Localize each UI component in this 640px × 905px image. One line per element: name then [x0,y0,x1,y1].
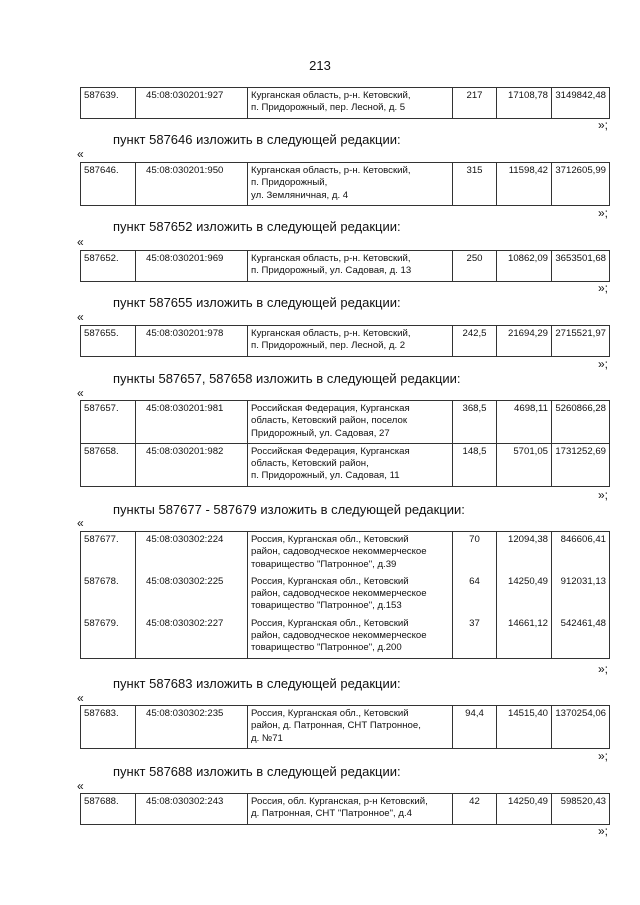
row-number: 587683. [81,706,136,749]
open-quote: « [77,310,84,324]
amendment-instruction: пункты 587677 - 587679 изложить в следующей редакции: [113,502,465,517]
table-row [81,251,610,282]
address-cell: Российская Федерация, Курганская область, Кетовский район, поселок Придорожный, ул. Садовая, 27 [248,401,453,444]
registry-table [80,705,610,749]
area-cell: 315 [453,163,497,206]
area-cell: 70 [453,532,497,574]
area-cell: 37 [453,616,497,658]
price-cell: 12094,38 [497,532,552,574]
value-cell: 912031,13 [552,574,610,616]
close-quote: »; [598,749,609,763]
open-quote: « [77,386,84,400]
cadastral-number: 45:08:030201:969 [136,251,248,282]
open-quote: « [77,235,84,249]
table-row [81,401,610,444]
price-cell: 4698,11 [497,401,552,444]
row-number: 587678. [81,574,136,616]
close-quote: »; [598,118,609,132]
row-number: 587677. [81,532,136,574]
table-row [81,163,610,206]
value-cell: 3149842,48 [552,88,610,119]
registry-table [80,531,610,659]
price-cell: 14515,40 [497,706,552,749]
amendment-instruction: пункты 587657, 587658 изложить в следующей редакции: [113,371,461,386]
table-row [81,88,610,119]
table-row [81,574,610,616]
address-cell: Курганская область, р-н. Кетовский, п. Придорожный, пер. Лесной, д. 2 [248,326,453,357]
area-cell: 42 [453,794,497,825]
amendment-instruction: пункт 587652 изложить в следующей редакции: [113,219,401,234]
value-cell: 542461,48 [552,616,610,658]
value-cell: 1370254,06 [552,706,610,749]
address-cell: Курганская область, р-н. Кетовский, п. Придорожный, пер. Лесной, д. 5 [248,88,453,119]
address-cell: Россия, Курганская обл., Кетовский район, садоводческое некоммерческое товарищество "Патронное", д.153 [248,574,453,616]
amendment-instruction: пункт 587683 изложить в следующей редакции: [113,676,401,691]
area-cell: 64 [453,574,497,616]
price-cell: 14250,49 [497,574,552,616]
cadastral-number: 45:08:030201:927 [136,88,248,119]
price-cell: 21694,29 [497,326,552,357]
open-quote: « [77,147,84,161]
value-cell: 846606,41 [552,532,610,574]
address-cell: Россия, Курганская обл., Кетовский район, д. Патронная, СНТ Патронное, д. №71 [248,706,453,749]
cadastral-number: 45:08:030201:982 [136,443,248,486]
area-cell: 250 [453,251,497,282]
row-number: 587646. [81,163,136,206]
value-cell: 2715521,97 [552,326,610,357]
registry-table [80,87,610,119]
price-cell: 14250,49 [497,794,552,825]
row-number: 587658. [81,443,136,486]
close-quote: »; [598,662,609,676]
cadastral-number: 45:08:030302:243 [136,794,248,825]
cadastral-number: 45:08:030201:978 [136,326,248,357]
address-cell: Россия, Курганская обл., Кетовский район, садоводческое некоммерческое товарищество "Патронное", д.39 [248,532,453,574]
row-number: 587657. [81,401,136,444]
area-cell: 217 [453,88,497,119]
close-quote: »; [598,488,609,502]
close-quote: »; [598,206,609,220]
close-quote: »; [598,357,609,371]
cadastral-number: 45:08:030302:235 [136,706,248,749]
area-cell: 368,5 [453,401,497,444]
price-cell: 10862,09 [497,251,552,282]
value-cell: 3712605,99 [552,163,610,206]
price-cell: 11598,42 [497,163,552,206]
area-cell: 148,5 [453,443,497,486]
cadastral-number: 45:08:030201:981 [136,401,248,444]
registry-table [80,400,610,487]
registry-table [80,162,610,206]
registry-table [80,325,610,357]
address-cell: Российская Федерация, Курганская область, Кетовский район, п. Придорожный, ул. Садовая, 11 [248,443,453,486]
value-cell: 598520,43 [552,794,610,825]
area-cell: 242,5 [453,326,497,357]
cadastral-number: 45:08:030201:950 [136,163,248,206]
registry-table [80,250,610,282]
table-row [81,706,610,749]
amendment-instruction: пункт 587688 изложить в следующей редакции: [113,764,401,779]
row-number: 587639. [81,88,136,119]
address-cell: Курганская область, р-н. Кетовский, п. Придорожный, ул. Земляничная, д. 4 [248,163,453,206]
value-cell: 5260866,28 [552,401,610,444]
open-quote: « [77,516,84,530]
registry-table [80,793,610,825]
value-cell: 1731252,69 [552,443,610,486]
table-row [81,616,610,658]
open-quote: « [77,691,84,705]
price-cell: 5701,05 [497,443,552,486]
table-row [81,794,610,825]
row-number: 587679. [81,616,136,658]
address-cell: Россия, обл. Курганская, р-н Кетовский, д. Патронная, СНТ "Патронное", д.4 [248,794,453,825]
row-number: 587688. [81,794,136,825]
address-cell: Курганская область, р-н. Кетовский, п. Придорожный, ул. Садовая, д. 13 [248,251,453,282]
cadastral-number: 45:08:030302:225 [136,574,248,616]
amendment-instruction: пункт 587646 изложить в следующей редакции: [113,132,401,147]
table-row [81,443,610,486]
open-quote: « [77,779,84,793]
price-cell: 17108,78 [497,88,552,119]
cadastral-number: 45:08:030302:227 [136,616,248,658]
table-row [81,532,610,574]
cadastral-number: 45:08:030302:224 [136,532,248,574]
table-row [81,326,610,357]
close-quote: »; [598,824,609,838]
price-cell: 14661,12 [497,616,552,658]
row-number: 587652. [81,251,136,282]
page-number: 213 [309,58,331,73]
close-quote: »; [598,281,609,295]
amendment-instruction: пункт 587655 изложить в следующей редакции: [113,295,401,310]
area-cell: 94,4 [453,706,497,749]
row-number: 587655. [81,326,136,357]
address-cell: Россия, Курганская обл., Кетовский район, садоводческое некоммерческое товарищество "Патронное", д.200 [248,616,453,658]
value-cell: 3653501,68 [552,251,610,282]
